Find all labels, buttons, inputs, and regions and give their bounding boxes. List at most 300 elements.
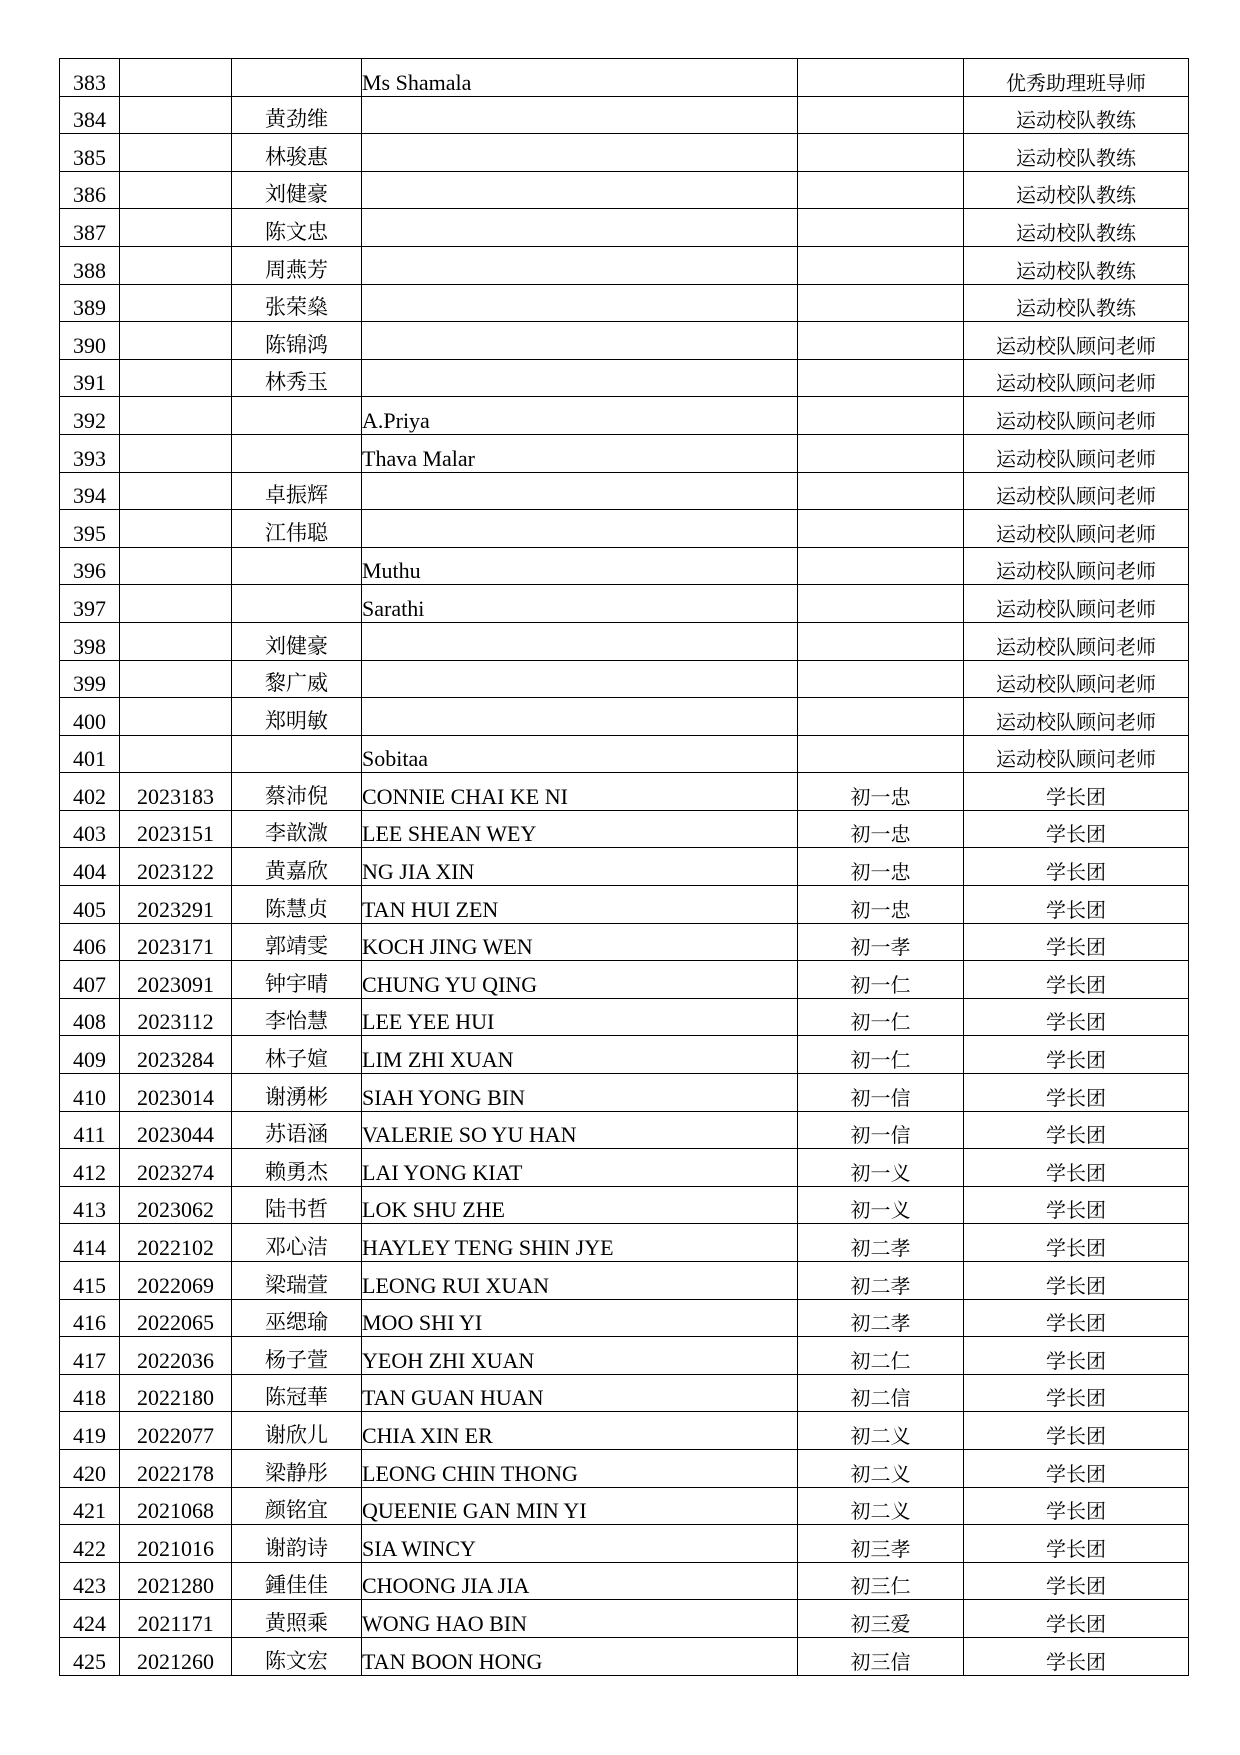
student-id-cell: 2023274 (120, 1149, 232, 1187)
class-cell (798, 322, 964, 360)
role-cell: 运动校队顾问老师 (964, 735, 1189, 773)
role-cell: 运动校队顾问老师 (964, 434, 1189, 472)
class-cell: 初二义 (798, 1412, 964, 1450)
class-cell (798, 434, 964, 472)
role-cell: 运动校队顾问老师 (964, 397, 1189, 435)
role-cell: 学长团 (964, 1111, 1189, 1149)
role-cell: 运动校队顾问老师 (964, 472, 1189, 510)
chinese-name-cell: 黄照乘 (232, 1600, 362, 1638)
english-name-cell: LEE YEE HUI (362, 998, 798, 1036)
row-number-cell: 422 (60, 1525, 120, 1563)
table-row (60, 810, 1189, 848)
table-row (60, 209, 1189, 247)
class-cell (798, 96, 964, 134)
table-row (60, 322, 1189, 360)
class-cell: 初二信 (798, 1374, 964, 1412)
row-number-cell: 419 (60, 1412, 120, 1450)
english-name-cell: SIA WINCY (362, 1525, 798, 1563)
student-id-cell (120, 472, 232, 510)
student-id-cell (120, 698, 232, 736)
english-name-cell (362, 359, 798, 397)
row-number-cell: 396 (60, 547, 120, 585)
english-name-cell: CONNIE CHAI KE NI (362, 773, 798, 811)
role-cell: 学长团 (964, 1449, 1189, 1487)
row-number-cell: 425 (60, 1637, 120, 1675)
class-cell: 初一仁 (798, 1036, 964, 1074)
table-row (60, 171, 1189, 209)
row-number-cell: 393 (60, 434, 120, 472)
table-row (60, 1186, 1189, 1224)
chinese-name-cell: 梁瑞萱 (232, 1262, 362, 1300)
row-number-cell: 414 (60, 1224, 120, 1262)
role-cell: 运动校队教练 (964, 171, 1189, 209)
role-cell: 学长团 (964, 1186, 1189, 1224)
row-number-cell: 407 (60, 961, 120, 999)
class-cell: 初三爱 (798, 1600, 964, 1638)
row-number-cell: 387 (60, 209, 120, 247)
role-cell: 学长团 (964, 961, 1189, 999)
english-name-cell: Thava Malar (362, 434, 798, 472)
english-name-cell: HAYLEY TENG SHIN JYE (362, 1224, 798, 1262)
class-cell: 初一信 (798, 1074, 964, 1112)
row-number-cell: 388 (60, 246, 120, 284)
role-cell: 学长团 (964, 810, 1189, 848)
role-cell: 学长团 (964, 1525, 1189, 1563)
chinese-name-cell: 谢欣儿 (232, 1412, 362, 1450)
roster-table (59, 58, 1189, 1676)
row-number-cell: 402 (60, 773, 120, 811)
class-cell (798, 284, 964, 322)
student-id-cell (120, 660, 232, 698)
table-row (60, 886, 1189, 924)
table-row (60, 1637, 1189, 1675)
chinese-name-cell: 周燕芳 (232, 246, 362, 284)
chinese-name-cell: 郑明敏 (232, 698, 362, 736)
chinese-name-cell: 苏语涵 (232, 1111, 362, 1149)
english-name-cell: VALERIE SO YU HAN (362, 1111, 798, 1149)
table-row (60, 1299, 1189, 1337)
chinese-name-cell: 郭靖雯 (232, 923, 362, 961)
row-number-cell: 395 (60, 510, 120, 548)
student-id-cell (120, 246, 232, 284)
class-cell (798, 660, 964, 698)
row-number-cell: 408 (60, 998, 120, 1036)
english-name-cell: LEE SHEAN WEY (362, 810, 798, 848)
table-row (60, 1074, 1189, 1112)
chinese-name-cell: 刘健豪 (232, 171, 362, 209)
table-row (60, 434, 1189, 472)
role-cell: 学长团 (964, 1600, 1189, 1638)
chinese-name-cell: 林骏惠 (232, 134, 362, 172)
class-cell (798, 59, 964, 97)
row-number-cell: 410 (60, 1074, 120, 1112)
role-cell: 学长团 (964, 923, 1189, 961)
chinese-name-cell: 卓振辉 (232, 472, 362, 510)
table-row (60, 1374, 1189, 1412)
student-id-cell: 2022065 (120, 1299, 232, 1337)
student-id-cell: 2022036 (120, 1337, 232, 1375)
student-id-cell: 2022069 (120, 1262, 232, 1300)
student-id-cell: 2023291 (120, 886, 232, 924)
class-cell (798, 735, 964, 773)
row-number-cell: 412 (60, 1149, 120, 1187)
english-name-cell (362, 171, 798, 209)
class-cell (798, 397, 964, 435)
class-cell: 初一忠 (798, 848, 964, 886)
chinese-name-cell: 钟宇晴 (232, 961, 362, 999)
chinese-name-cell: 黎广威 (232, 660, 362, 698)
class-cell (798, 510, 964, 548)
role-cell: 学长团 (964, 886, 1189, 924)
class-cell (798, 698, 964, 736)
class-cell: 初一忠 (798, 886, 964, 924)
student-id-cell: 2022102 (120, 1224, 232, 1262)
english-name-cell (362, 96, 798, 134)
row-number-cell: 398 (60, 622, 120, 660)
class-cell (798, 134, 964, 172)
table-row (60, 246, 1189, 284)
table-row (60, 1149, 1189, 1187)
row-number-cell: 401 (60, 735, 120, 773)
student-id-cell (120, 171, 232, 209)
english-name-cell: KOCH JING WEN (362, 923, 798, 961)
chinese-name-cell: 陈文忠 (232, 209, 362, 247)
row-number-cell: 389 (60, 284, 120, 322)
chinese-name-cell: 李歆溦 (232, 810, 362, 848)
class-cell: 初二义 (798, 1487, 964, 1525)
student-id-cell: 2022077 (120, 1412, 232, 1450)
student-id-cell (120, 359, 232, 397)
row-number-cell: 397 (60, 585, 120, 623)
role-cell: 运动校队顾问老师 (964, 622, 1189, 660)
student-id-cell (120, 322, 232, 360)
row-number-cell: 423 (60, 1562, 120, 1600)
student-id-cell (120, 209, 232, 247)
table-row (60, 284, 1189, 322)
chinese-name-cell: 梁静彤 (232, 1449, 362, 1487)
chinese-name-cell: 谢湧彬 (232, 1074, 362, 1112)
english-name-cell (362, 284, 798, 322)
row-number-cell: 409 (60, 1036, 120, 1074)
student-id-cell (120, 735, 232, 773)
english-name-cell: NG JIA XIN (362, 848, 798, 886)
student-id-cell (120, 284, 232, 322)
english-name-cell (362, 322, 798, 360)
row-number-cell: 416 (60, 1299, 120, 1337)
table-row (60, 961, 1189, 999)
class-cell: 初一仁 (798, 998, 964, 1036)
role-cell: 运动校队教练 (964, 284, 1189, 322)
row-number-cell: 385 (60, 134, 120, 172)
class-cell (798, 585, 964, 623)
table-row (60, 397, 1189, 435)
english-name-cell (362, 510, 798, 548)
row-number-cell: 392 (60, 397, 120, 435)
english-name-cell: Sarathi (362, 585, 798, 623)
chinese-name-cell: 鍾佳佳 (232, 1562, 362, 1600)
student-id-cell: 2023062 (120, 1186, 232, 1224)
student-id-cell (120, 547, 232, 585)
role-cell: 运动校队教练 (964, 134, 1189, 172)
student-id-cell (120, 59, 232, 97)
chinese-name-cell: 黄劲维 (232, 96, 362, 134)
table-row (60, 698, 1189, 736)
table-row (60, 848, 1189, 886)
row-number-cell: 400 (60, 698, 120, 736)
class-cell (798, 246, 964, 284)
student-id-cell: 2022180 (120, 1374, 232, 1412)
table-row (60, 359, 1189, 397)
english-name-cell: CHIA XIN ER (362, 1412, 798, 1450)
student-id-cell: 2023112 (120, 998, 232, 1036)
english-name-cell: MOO SHI YI (362, 1299, 798, 1337)
row-number-cell: 405 (60, 886, 120, 924)
chinese-name-cell: 颜铭宜 (232, 1487, 362, 1525)
table-row (60, 622, 1189, 660)
chinese-name-cell: 谢韵诗 (232, 1525, 362, 1563)
table-row (60, 1525, 1189, 1563)
student-id-cell: 2023091 (120, 961, 232, 999)
chinese-name-cell (232, 59, 362, 97)
role-cell: 学长团 (964, 1262, 1189, 1300)
student-id-cell: 2023014 (120, 1074, 232, 1112)
class-cell: 初二仁 (798, 1337, 964, 1375)
english-name-cell: TAN HUI ZEN (362, 886, 798, 924)
role-cell: 运动校队顾问老师 (964, 698, 1189, 736)
student-id-cell (120, 397, 232, 435)
table-row (60, 773, 1189, 811)
student-id-cell (120, 622, 232, 660)
class-cell: 初二孝 (798, 1262, 964, 1300)
english-name-cell: CHUNG YU QING (362, 961, 798, 999)
english-name-cell (362, 698, 798, 736)
class-cell: 初三孝 (798, 1525, 964, 1563)
table-row (60, 547, 1189, 585)
row-number-cell: 406 (60, 923, 120, 961)
chinese-name-cell: 林秀玉 (232, 359, 362, 397)
english-name-cell (362, 472, 798, 510)
row-number-cell: 404 (60, 848, 120, 886)
student-id-cell: 2021068 (120, 1487, 232, 1525)
chinese-name-cell: 赖勇杰 (232, 1149, 362, 1187)
english-name-cell (362, 209, 798, 247)
chinese-name-cell: 陈慧贞 (232, 886, 362, 924)
row-number-cell: 383 (60, 59, 120, 97)
chinese-name-cell (232, 547, 362, 585)
row-number-cell: 415 (60, 1262, 120, 1300)
role-cell: 运动校队顾问老师 (964, 322, 1189, 360)
english-name-cell: Ms Shamala (362, 59, 798, 97)
role-cell: 运动校队教练 (964, 96, 1189, 134)
chinese-name-cell: 陆书哲 (232, 1186, 362, 1224)
table-row (60, 59, 1189, 97)
english-name-cell (362, 246, 798, 284)
chinese-name-cell: 刘健豪 (232, 622, 362, 660)
class-cell (798, 359, 964, 397)
student-id-cell: 2023122 (120, 848, 232, 886)
chinese-name-cell: 杨子萱 (232, 1337, 362, 1375)
english-name-cell: LIM ZHI XUAN (362, 1036, 798, 1074)
table-row (60, 1562, 1189, 1600)
row-number-cell: 403 (60, 810, 120, 848)
chinese-name-cell: 黄嘉欣 (232, 848, 362, 886)
table-row (60, 1262, 1189, 1300)
chinese-name-cell (232, 585, 362, 623)
class-cell: 初二义 (798, 1449, 964, 1487)
table-row (60, 735, 1189, 773)
role-cell: 学长团 (964, 1637, 1189, 1675)
english-name-cell (362, 134, 798, 172)
table-row (60, 660, 1189, 698)
role-cell: 学长团 (964, 998, 1189, 1036)
student-id-cell: 2023171 (120, 923, 232, 961)
role-cell: 优秀助理班导师 (964, 59, 1189, 97)
table-row (60, 1224, 1189, 1262)
english-name-cell: LOK SHU ZHE (362, 1186, 798, 1224)
row-number-cell: 391 (60, 359, 120, 397)
row-number-cell: 399 (60, 660, 120, 698)
student-id-cell: 2023044 (120, 1111, 232, 1149)
table-row (60, 1036, 1189, 1074)
role-cell: 学长团 (964, 1224, 1189, 1262)
class-cell: 初一忠 (798, 810, 964, 848)
table-row (60, 134, 1189, 172)
row-number-cell: 384 (60, 96, 120, 134)
english-name-cell (362, 660, 798, 698)
class-cell: 初一义 (798, 1186, 964, 1224)
class-cell: 初一仁 (798, 961, 964, 999)
role-cell: 学长团 (964, 1299, 1189, 1337)
chinese-name-cell: 巫缌瑜 (232, 1299, 362, 1337)
english-name-cell: LAI YONG KIAT (362, 1149, 798, 1187)
role-cell: 学长团 (964, 1487, 1189, 1525)
row-number-cell: 413 (60, 1186, 120, 1224)
role-cell: 学长团 (964, 1412, 1189, 1450)
student-id-cell: 2023183 (120, 773, 232, 811)
role-cell: 学长团 (964, 773, 1189, 811)
class-cell: 初一义 (798, 1149, 964, 1187)
class-cell (798, 547, 964, 585)
chinese-name-cell (232, 735, 362, 773)
chinese-name-cell: 李怡慧 (232, 998, 362, 1036)
role-cell: 运动校队顾问老师 (964, 585, 1189, 623)
row-number-cell: 411 (60, 1111, 120, 1149)
class-cell: 初二孝 (798, 1299, 964, 1337)
chinese-name-cell: 陈锦鸿 (232, 322, 362, 360)
english-name-cell: CHOONG JIA JIA (362, 1562, 798, 1600)
table-row (60, 510, 1189, 548)
role-cell: 学长团 (964, 1374, 1189, 1412)
student-id-cell: 2021016 (120, 1525, 232, 1563)
role-cell: 学长团 (964, 848, 1189, 886)
row-number-cell: 424 (60, 1600, 120, 1638)
class-cell (798, 171, 964, 209)
english-name-cell: A.Priya (362, 397, 798, 435)
class-cell (798, 622, 964, 660)
student-id-cell: 2021260 (120, 1637, 232, 1675)
chinese-name-cell: 邓心洁 (232, 1224, 362, 1262)
table-row (60, 585, 1189, 623)
chinese-name-cell (232, 434, 362, 472)
english-name-cell: TAN GUAN HUAN (362, 1374, 798, 1412)
english-name-cell: QUEENIE GAN MIN YI (362, 1487, 798, 1525)
role-cell: 学长团 (964, 1149, 1189, 1187)
chinese-name-cell: 蔡沛倪 (232, 773, 362, 811)
student-id-cell: 2021280 (120, 1562, 232, 1600)
chinese-name-cell: 陈文宏 (232, 1637, 362, 1675)
role-cell: 运动校队顾问老师 (964, 510, 1189, 548)
student-id-cell: 2023151 (120, 810, 232, 848)
table-row (60, 1449, 1189, 1487)
class-cell: 初三仁 (798, 1562, 964, 1600)
english-name-cell (362, 622, 798, 660)
role-cell: 运动校队教练 (964, 246, 1189, 284)
english-name-cell: LEONG RUI XUAN (362, 1262, 798, 1300)
english-name-cell: LEONG CHIN THONG (362, 1449, 798, 1487)
english-name-cell: Muthu (362, 547, 798, 585)
role-cell: 学长团 (964, 1036, 1189, 1074)
english-name-cell: WONG HAO BIN (362, 1600, 798, 1638)
table-row (60, 96, 1189, 134)
student-id-cell (120, 96, 232, 134)
table-row (60, 1487, 1189, 1525)
student-id-cell (120, 585, 232, 623)
table-row (60, 472, 1189, 510)
role-cell: 运动校队顾问老师 (964, 359, 1189, 397)
class-cell: 初一信 (798, 1111, 964, 1149)
student-id-cell (120, 510, 232, 548)
table-row (60, 1111, 1189, 1149)
table-row (60, 923, 1189, 961)
chinese-name-cell: 陈冠華 (232, 1374, 362, 1412)
role-cell: 学长团 (964, 1562, 1189, 1600)
class-cell: 初三信 (798, 1637, 964, 1675)
english-name-cell: SIAH YONG BIN (362, 1074, 798, 1112)
role-cell: 运动校队顾问老师 (964, 660, 1189, 698)
table-row (60, 998, 1189, 1036)
student-id-cell: 2022178 (120, 1449, 232, 1487)
class-cell: 初一忠 (798, 773, 964, 811)
chinese-name-cell: 张荣燊 (232, 284, 362, 322)
english-name-cell: YEOH ZHI XUAN (362, 1337, 798, 1375)
chinese-name-cell: 林子媗 (232, 1036, 362, 1074)
english-name-cell: Sobitaa (362, 735, 798, 773)
class-cell (798, 472, 964, 510)
role-cell: 学长团 (964, 1337, 1189, 1375)
row-number-cell: 390 (60, 322, 120, 360)
row-number-cell: 420 (60, 1449, 120, 1487)
row-number-cell: 386 (60, 171, 120, 209)
table-row (60, 1600, 1189, 1638)
student-id-cell: 2023284 (120, 1036, 232, 1074)
student-id-cell (120, 434, 232, 472)
roster-body (60, 59, 1189, 1676)
chinese-name-cell (232, 397, 362, 435)
class-cell: 初一孝 (798, 923, 964, 961)
english-name-cell: TAN BOON HONG (362, 1637, 798, 1675)
role-cell: 运动校队顾问老师 (964, 547, 1189, 585)
row-number-cell: 421 (60, 1487, 120, 1525)
chinese-name-cell: 江伟聪 (232, 510, 362, 548)
role-cell: 运动校队教练 (964, 209, 1189, 247)
row-number-cell: 394 (60, 472, 120, 510)
row-number-cell: 417 (60, 1337, 120, 1375)
role-cell: 学长团 (964, 1074, 1189, 1112)
row-number-cell: 418 (60, 1374, 120, 1412)
table-row (60, 1337, 1189, 1375)
table-row (60, 1412, 1189, 1450)
class-cell: 初二孝 (798, 1224, 964, 1262)
